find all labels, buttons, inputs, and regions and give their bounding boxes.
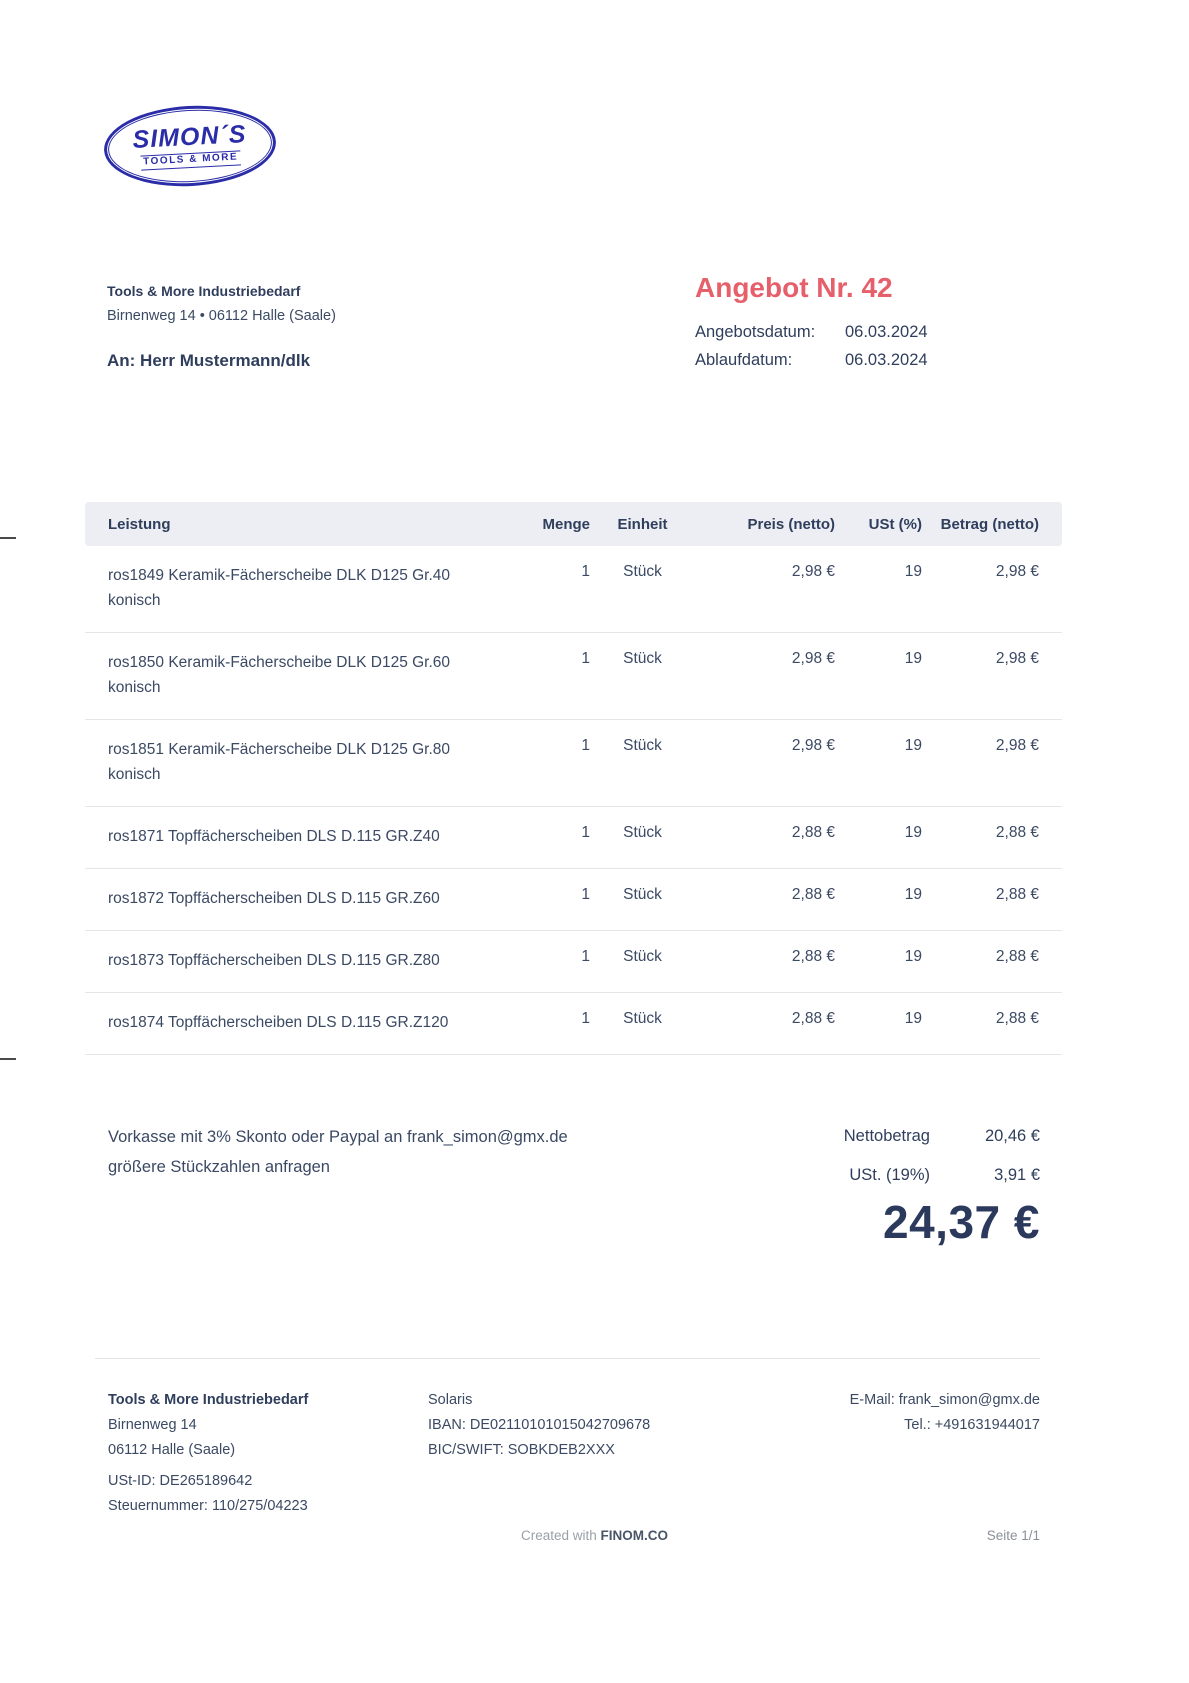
quote-date-value: 06.03.2024 xyxy=(845,323,928,341)
cell-betrag: 2,88 € xyxy=(995,948,1039,965)
cell-einheit: Stück xyxy=(623,563,662,580)
page-number: Seite 1/1 xyxy=(986,1528,1040,1543)
table-row xyxy=(85,546,1062,633)
footer-phone: Tel.: +491631944017 xyxy=(904,1417,1040,1433)
cell-betrag: 2,88 € xyxy=(995,886,1039,903)
totals-block xyxy=(844,1122,1040,1200)
net-total-value: 20,46 € xyxy=(984,1127,1040,1145)
cell-ust: 19 xyxy=(904,1010,922,1027)
footer-contact-column xyxy=(788,1388,1040,1519)
cell-menge: 1 xyxy=(581,886,590,903)
header-betrag: Betrag (netto) xyxy=(930,502,1062,546)
sender-block xyxy=(107,283,336,371)
vat-total-value: 3,91 € xyxy=(994,1166,1040,1184)
footer-vat-id: USt-ID: DE265189642 xyxy=(108,1473,253,1489)
header-leistung: Leistung xyxy=(85,502,505,546)
net-total-row xyxy=(844,1122,1040,1150)
header-einheit: Einheit xyxy=(590,502,695,546)
footer-divider xyxy=(95,1358,1040,1359)
quote-date-label: Angebotsdatum: xyxy=(695,323,816,341)
table-row xyxy=(85,869,1062,931)
cell-preis: 2,88 € xyxy=(791,886,835,903)
cell-einheit: Stück xyxy=(623,886,662,903)
cell-betrag: 2,98 € xyxy=(995,563,1039,580)
table-row xyxy=(85,931,1062,993)
quote-expiry-row xyxy=(695,346,1045,374)
cell-betrag: 2,88 € xyxy=(995,824,1039,841)
logo-tagline: TOOLS & MORE xyxy=(141,150,241,170)
header-menge: Menge xyxy=(505,502,590,546)
table-row xyxy=(85,993,1062,1055)
footer-bank-column xyxy=(428,1388,788,1519)
cell-ust: 19 xyxy=(904,563,922,580)
quote-date-row xyxy=(695,318,1045,346)
cell-preis: 2,98 € xyxy=(791,737,835,754)
cell-einheit: Stück xyxy=(623,824,662,841)
cell-ust: 19 xyxy=(904,650,922,667)
cell-preis: 2,88 € xyxy=(791,1010,835,1027)
cell-menge: 1 xyxy=(581,948,590,965)
cell-menge: 1 xyxy=(581,563,590,580)
cell-description: ros1851 Keramik-Fächerscheibe DLK D125 Gr.80 konisch xyxy=(108,741,451,783)
table-row xyxy=(85,720,1062,807)
cell-menge: 1 xyxy=(581,1010,590,1027)
table-row xyxy=(85,807,1062,869)
footer-company-column xyxy=(108,1388,428,1519)
cell-menge: 1 xyxy=(581,824,590,841)
quote-header-block xyxy=(695,272,1045,374)
cell-ust: 19 xyxy=(904,948,922,965)
fold-mark-bottom xyxy=(0,1058,16,1060)
footer-city: 06112 Halle (Saale) xyxy=(108,1442,236,1458)
sender-address: Birnenweg 14 • 06112 Halle (Saale) xyxy=(107,308,336,324)
table-header-row xyxy=(85,502,1062,546)
footer-iban: IBAN: DE02110101015042709678 xyxy=(428,1417,651,1433)
cell-description: ros1871 Topffächerscheiben DLS D.115 GR.Z40 xyxy=(108,828,440,845)
cell-betrag: 2,88 € xyxy=(995,1010,1039,1027)
cell-preis: 2,98 € xyxy=(791,650,835,667)
quote-expiry-value: 06.03.2024 xyxy=(845,351,928,369)
cell-einheit: Stück xyxy=(623,650,662,667)
table-row xyxy=(85,633,1062,720)
cell-menge: 1 xyxy=(581,737,590,754)
payment-note-line2: größere Stückzahlen anfragen xyxy=(108,1158,330,1176)
quote-title: Angebot Nr. 42 xyxy=(695,272,893,303)
cell-description: ros1873 Topffächerscheiben DLS D.115 GR.Z80 xyxy=(108,952,440,969)
company-logo-stamp xyxy=(102,102,278,191)
vat-total-label: USt. (19%) xyxy=(849,1166,930,1184)
cell-description: ros1872 Topffächerscheiben DLS D.115 GR.Z60 xyxy=(108,890,440,907)
cell-description: ros1849 Keramik-Fächerscheibe DLK D125 Gr.40 konisch xyxy=(108,567,451,609)
footer-tax-number: Steuernummer: 110/275/04223 xyxy=(108,1498,308,1514)
quote-expiry-label: Ablaufdatum: xyxy=(695,351,793,369)
sender-company: Tools & More Industriebedarf xyxy=(107,283,301,299)
cell-ust: 19 xyxy=(904,824,922,841)
recipient-line: An: Herr Mustermann/dlk xyxy=(107,351,311,370)
footer xyxy=(108,1388,1040,1519)
line-items-table xyxy=(85,502,1062,1055)
cell-einheit: Stück xyxy=(623,948,662,965)
created-with-prefix: Created with xyxy=(520,1528,601,1543)
net-total-label: Nettobetrag xyxy=(843,1127,930,1145)
header-ust: USt (%) xyxy=(835,502,930,546)
logo-name: SIMON´S xyxy=(131,119,248,154)
cell-preis: 2,98 € xyxy=(791,563,835,580)
footer-company-name: Tools & More Industriebedarf xyxy=(108,1392,309,1408)
footer-street: Birnenweg 14 xyxy=(108,1417,197,1433)
vat-total-row xyxy=(844,1161,1040,1189)
cell-description: ros1874 Topffächerscheiben DLS D.115 GR.Z120 xyxy=(108,1014,449,1031)
cell-preis: 2,88 € xyxy=(791,824,835,841)
cell-menge: 1 xyxy=(581,650,590,667)
cell-ust: 19 xyxy=(904,737,922,754)
finom-brand: FINOM.CO xyxy=(600,1528,669,1543)
cell-einheit: Stück xyxy=(623,1010,662,1027)
cell-preis: 2,88 € xyxy=(791,948,835,965)
cell-ust: 19 xyxy=(904,886,922,903)
cell-description: ros1850 Keramik-Fächerscheibe DLK D125 Gr.60 konisch xyxy=(108,654,451,696)
payment-notes xyxy=(108,1122,668,1182)
cell-einheit: Stück xyxy=(623,737,662,754)
fold-mark-top xyxy=(0,537,16,539)
footer-bic: BIC/SWIFT: SOBKDEB2XXX xyxy=(428,1442,615,1458)
grand-total-value: 24,37 € xyxy=(883,1196,1040,1248)
payment-note-line1: Vorkasse mit 3% Skonto oder Paypal an frank_simon@gmx.de xyxy=(108,1128,568,1146)
footer-email: E-Mail: frank_simon@gmx.de xyxy=(849,1392,1040,1408)
footer-bank-name: Solaris xyxy=(428,1392,473,1408)
cell-betrag: 2,98 € xyxy=(995,650,1039,667)
cell-betrag: 2,98 € xyxy=(995,737,1039,754)
header-preis: Preis (netto) xyxy=(695,502,835,546)
